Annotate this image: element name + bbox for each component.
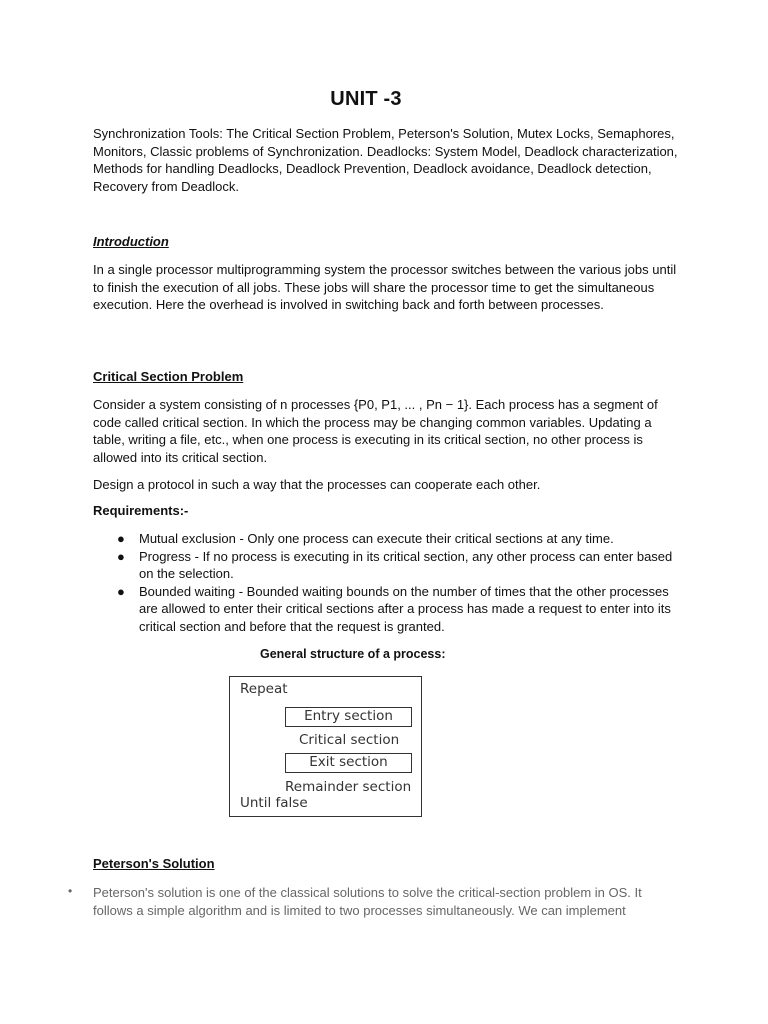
syllabus-paragraph: Synchronization Tools: The Critical Section Problem, Peterson's Solution, Mutex Locks, Semaphores, Monitors, Classic problems of Synchronization. Deadlocks: System Model, Deadlock characterization, Methods for handling Deadlocks, Deadlock Prevention, Deadlock avoidance, Deadlock detection, Recovery from Deadlock.: [93, 126, 678, 194]
critical-section-paragraph: Consider a system consisting of n processes {P0, P1, ... , Pn − 1}. Each process has a segment of code called critical section. In which the process may be changing common variables. Updating a table, writing a file, etc., when one process is executing in its critical section, no other process is allowed into its critical section.: [93, 397, 658, 465]
introduction-heading: Introduction: [93, 234, 169, 249]
petersons-paragraph: Peterson's solution is one of the classical solutions to solve the critical-section problem in OS. It follows a simple algorithm and is limited to two processes simultaneously. We can implement: [93, 885, 642, 918]
figure-caption: General structure of a process:: [260, 647, 446, 661]
requirements-label: Requirements:-: [93, 503, 189, 518]
bullet-icon: •: [68, 884, 73, 898]
entry-section-box: Entry section: [285, 707, 412, 727]
introduction-paragraph: In a single processor multiprogramming system the processor switches between the various jobs until to finish the execution of all jobs. These jobs will share the processor time to get the simultaneous execution. Here the overhead is involved in switching back and forth between processes.: [93, 262, 677, 313]
list-item: [93, 548, 685, 583]
requirement-text: Bounded waiting - Bounded waiting bounds on the number of times that the other processes are allowed to enter their critical sections after a process has made a request to enter into its critical section and before that the request is granted.: [139, 583, 671, 634]
bullet-icon: ●: [117, 531, 125, 546]
repeat-label: Repeat: [240, 681, 288, 697]
requirements-list: [93, 530, 685, 636]
petersons-heading: Peterson's Solution: [93, 856, 215, 871]
process-structure-diagram: [229, 676, 422, 817]
bullet-icon: ●: [117, 583, 125, 599]
critical-section-heading: Critical Section Problem: [93, 369, 244, 384]
requirement-text: Mutual exclusion - Only one process can execute their critical sections at any time.: [139, 531, 614, 546]
protocol-paragraph: Design a protocol in such a way that the processes can cooperate each other.: [93, 477, 541, 492]
critical-section-label: Critical section: [299, 732, 400, 748]
until-false-label: Until false: [240, 795, 308, 811]
page-title: [0, 88, 768, 111]
list-item: [93, 530, 685, 548]
list-item: [93, 583, 685, 636]
bullet-icon: ●: [117, 548, 125, 564]
exit-section-box: Exit section: [285, 753, 412, 773]
page-title-text: UNIT -3: [330, 88, 402, 110]
remainder-section-label: Remainder section: [285, 779, 412, 795]
requirement-text: Progress - If no process is executing in its critical section, any other process can enter based on the selection.: [139, 548, 673, 582]
